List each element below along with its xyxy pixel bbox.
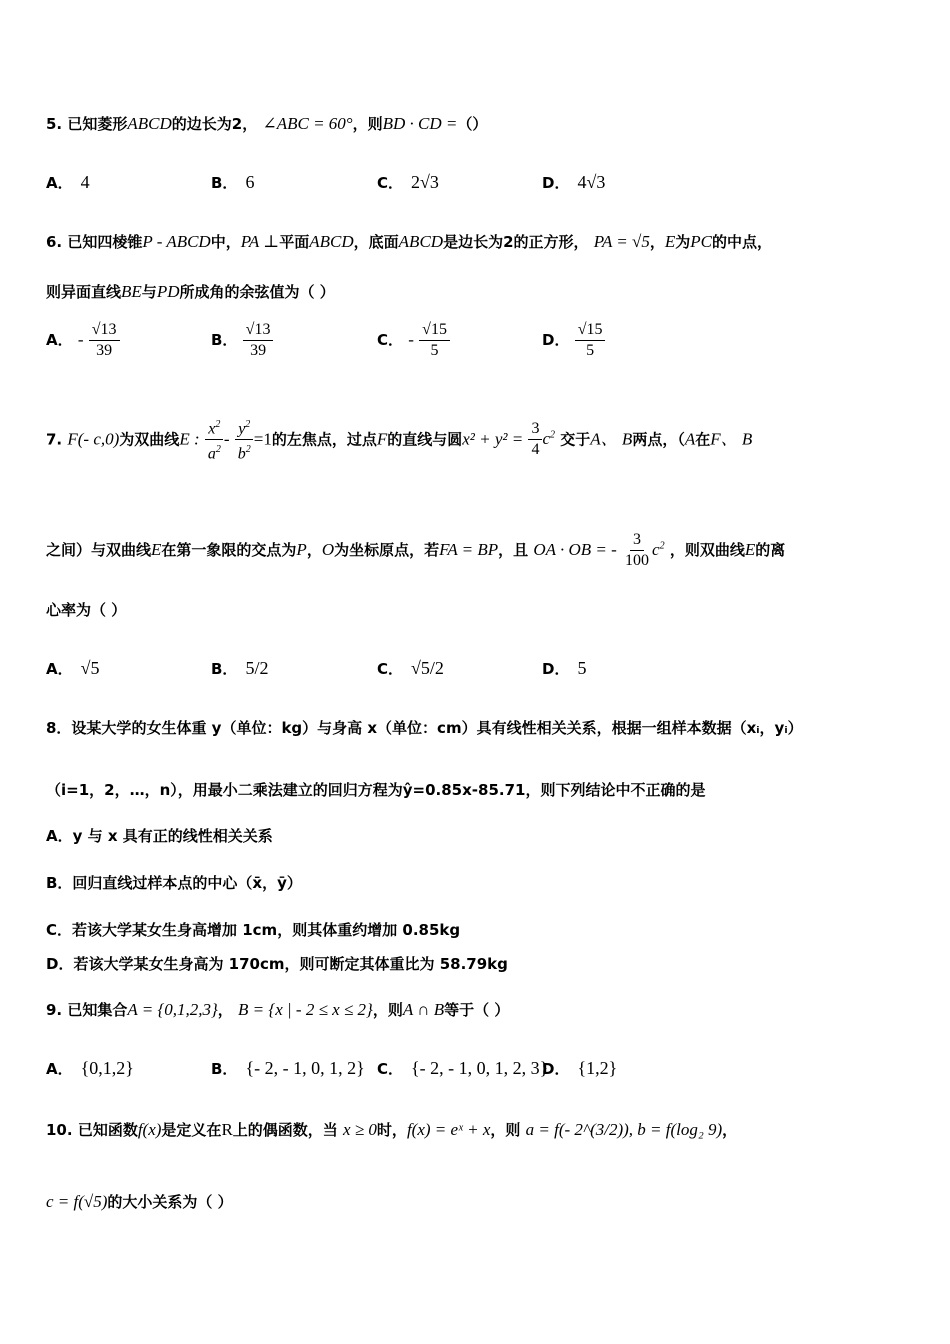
question-6-stem-line2: 则异面直线BE与PD所成角的余弦值为（ ） [46, 282, 335, 301]
question-7-stem: 7. F(- c,0)为双曲线E : $\frac{x^2}{a^2}$ - $\frac{y^2}{b^2}$ =1的左焦点，过点F的直线与圆x² + y² = $\frac{3}{4}$ $c^2$ 交于A、 B两点，（A在F、 B [46, 415, 752, 465]
q8-option-b: B．回归直线过样本点的中心（x̄，ȳ） [46, 874, 302, 892]
question-number: 5. [46, 115, 63, 133]
q5-option-d: D． 4√3 [542, 172, 606, 192]
q5-option-b: B． 6 [211, 172, 255, 192]
question-10-stem: 10. 已知函数f(x)是定义在R上的偶函数，当 x ≥ 0时，f(x) = eˣ + x，则 a = f(- 2^(3/2)), b = f(log₂ 9)， [46, 1120, 738, 1139]
q9-option-b: B． {- 2, - 1, 0, 1, 2} [211, 1058, 365, 1078]
question-7-stem-line3: 心率为（ ） [46, 601, 127, 619]
q7-option-a: A． √5 [46, 658, 100, 678]
question-8-stem: 8．设某大学的女生体重 y（单位：kg）与身高 x（单位：cm）具有线性相关关系，根据一组样本数据（xᵢ，yᵢ） [46, 719, 803, 737]
q6-option-c: C． - $\frac{√15}{5}$ [377, 320, 450, 361]
question-7-stem-line2: 之间）与双曲线E在第一象限的交点为P，O为坐标原点，若FA = BP，且 OA · OB = - $\frac{3}{100}$ $c^2$ ，则双曲线E的离 [46, 531, 786, 569]
q8-option-d: D．若该大学某女生身高为 170cm，则可断定其体重比为 58.79kg [46, 955, 508, 973]
question-5-stem: 5. 已知菱形ABCD的边长为2， ∠ABC = 60°，则BD · CD =（） [46, 114, 488, 133]
question-10-stem-line2: c = f(√5)的大小关系为（ ） [46, 1192, 233, 1211]
q6-option-d: D． $\frac{√15}{5}$ [542, 320, 605, 361]
q9-option-c: C． {- 2, - 1, 0, 1, 2, 3} [377, 1058, 549, 1078]
question-6-stem: 6. 已知四棱锥P - ABCD中，PA ⊥平面ABCD，底面ABCD是边长为2的正方形， PA = √5，E为PC的中点， [46, 232, 772, 251]
q7-option-c: C． √5/2 [377, 658, 444, 678]
q9-option-a: A． {0,1,2} [46, 1058, 134, 1078]
q8-option-a: A．y 与 x 具有正的线性相关关系 [46, 827, 273, 845]
question-9-stem: 9. 已知集合A = {0,1,2,3}， B = {x | - 2 ≤ x ≤ 2}，则A ∩ B等于（ ） [46, 1000, 510, 1019]
q6-option-b: B． $\frac{√13}{39}$ [211, 320, 273, 361]
question-number: 7. [46, 430, 63, 449]
q5-option-a: A． 4 [46, 172, 90, 192]
question-number: 9. [46, 1001, 63, 1019]
q5-option-c: C． 2√3 [377, 172, 439, 192]
q9-option-d: D． {1,2} [542, 1058, 618, 1078]
question-number: 10. [46, 1121, 73, 1139]
q8-option-c: C．若该大学某女生身高增加 1cm，则其体重约增加 0.85kg [46, 921, 461, 939]
question-8-stem-line2: （i=1，2，…，n），用最小二乘法建立的回归方程为ŷ=0.85x-85.71，则下列结论中不正确的是 [46, 781, 706, 799]
q7-option-b: B． 5/2 [211, 658, 269, 678]
q7-option-d: D． 5 [542, 658, 587, 678]
q6-option-a: A． - $\frac{√13}{39}$ [46, 320, 120, 361]
question-number: 6. [46, 233, 63, 251]
